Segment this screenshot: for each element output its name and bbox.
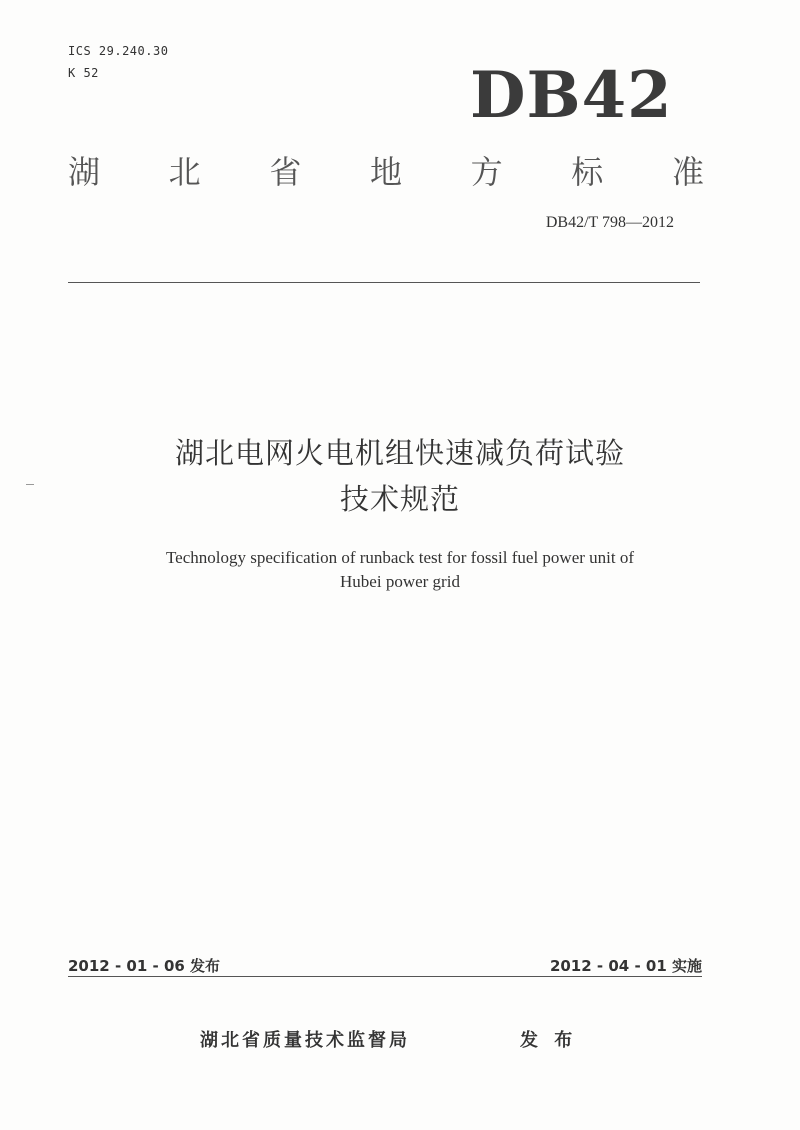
english-title <box>0 546 800 594</box>
english-title-line1: Technology specification of runback test for fossil fuel power unit of <box>165 548 635 567</box>
standard-type-char: 标 <box>571 153 604 191</box>
chinese-title-line1: 湖北电网火电机组快速减负荷试验 <box>174 436 625 470</box>
chinese-title <box>0 430 800 522</box>
ics-code: ICS 29.240.30 <box>68 44 169 58</box>
standard-type-char: 地 <box>369 153 402 191</box>
standard-type-char: 湖 <box>68 153 101 191</box>
standard-number: DB42/T 798—2012 <box>545 214 674 231</box>
top-divider <box>68 282 700 283</box>
bottom-divider <box>68 976 702 977</box>
chinese-title-line2: 技术规范 <box>339 482 460 516</box>
english-title-line2: Hubei power grid <box>340 572 460 591</box>
standard-type-char: 北 <box>168 153 201 191</box>
implementation-date: 2012 - 04 - 01 实施 <box>549 957 702 975</box>
standard-type-char: 方 <box>470 153 503 191</box>
standard-type-char: 准 <box>671 153 704 191</box>
classification-code: K 52 <box>68 66 99 80</box>
db42-logo: DB42 <box>470 58 673 133</box>
issue-date: 2012 - 01 - 06 发布 <box>68 957 221 975</box>
standard-type-char: 省 <box>269 153 302 191</box>
publish-label: 发 布 <box>520 1030 578 1051</box>
issuing-authority: 湖北省质量技术监督局 <box>200 1030 410 1051</box>
standard-type <box>68 150 704 194</box>
